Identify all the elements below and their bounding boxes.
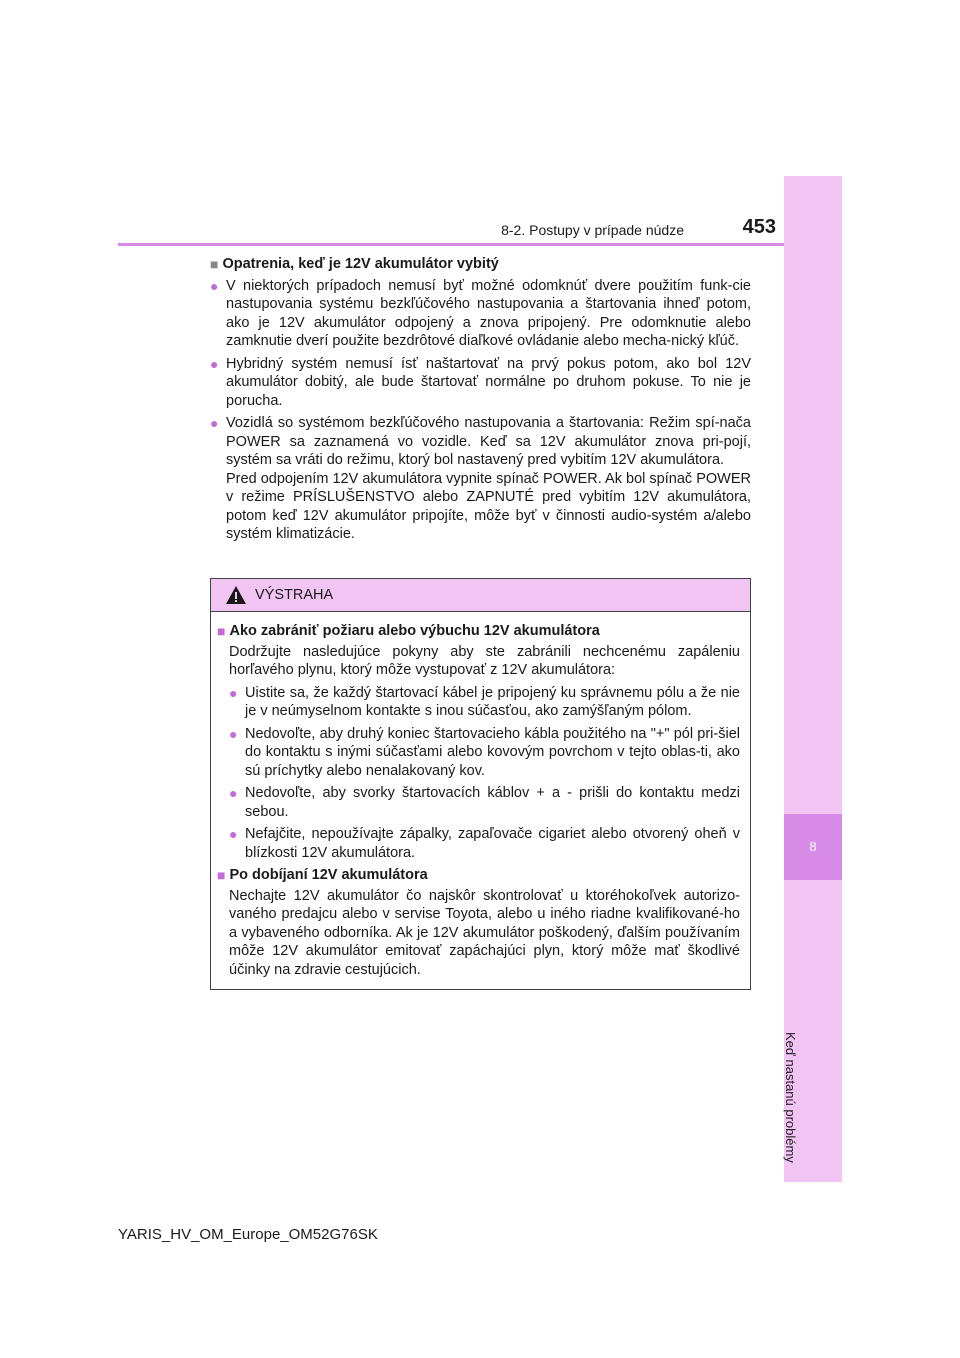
bullet-dot-icon: ●	[229, 785, 238, 801]
square-icon: ■	[217, 867, 226, 883]
bullet-dot-icon: ●	[229, 826, 238, 842]
warning-section-heading	[217, 622, 740, 641]
list-item	[210, 277, 751, 351]
list-item	[217, 725, 740, 781]
list-item-text: Nedovoľte, aby druhý koniec štartovacieho kábla použitého na "+" pól pri-šiel do kontaktu s inými súčasťami alebo kovovým povrchom v tejto oblas-ti, ako sú príchytky alebo nenalakovaný kov.	[245, 725, 740, 779]
list-item-extra: Pred odpojením 12V akumulátora vypnite spínač POWER. Ak bol spínač POWER v režime PRÍSLUŠENSTVO alebo ZAPNUTÉ pred vybitím 12V akumulátora, potom keď 12V akumulátor pripojíte, môže byť v činnosti audio-systém a/alebo systém klimatizácie.	[226, 470, 751, 542]
warning-box	[210, 578, 751, 990]
main-heading	[210, 255, 751, 274]
list-item-text: V niektorých prípadoch nemusí byť možné odomknúť dvere použitím funk-cie nastupovania systému bezkľúčového nastupovania a štartovania ihneď potom, ako je 12V akumulátor odpojený a znova pripojený. Pre odomknutie alebo zamknutie dverí použite bezdrôtové diaľkové ovládanie alebo mecha-nický kľúč.	[226, 277, 751, 349]
section-title: 8-2. Postupy v prípade núdze	[501, 222, 684, 238]
list-item	[210, 355, 751, 411]
chapter-label: Keď nastanú problémy	[783, 1032, 798, 1163]
bullet-dot-icon: ●	[210, 415, 219, 431]
list-item	[217, 684, 740, 721]
warning-section-heading-text: Po dobíjaní 12V akumulátora	[229, 867, 428, 883]
document-code: YARIS_HV_OM_Europe_OM52G76SK	[118, 1226, 378, 1243]
warning-header	[211, 579, 750, 612]
warning-section-heading	[217, 866, 740, 885]
warning-intro: Dodržujte nasledujúce pokyny aby ste zabránili nechcenému zapáleniu horľavého plynu, ktorý môže vystupovať z 12V akumulátora:	[229, 643, 740, 678]
bullet-dot-icon: ●	[229, 684, 238, 701]
list-item-text: Vozidlá so systémom bezkľúčového nastupovania a štartovania: Režim spí-nača POWER sa zaznamená vo vozidle. Keď sa 12V akumulátor znova pri-pojí, systém sa vráti do režimu, ktorý bol nastavený pred vybitím 12V akumulátora.	[226, 415, 751, 468]
warning-triangle-icon	[225, 585, 247, 605]
list-item	[217, 784, 740, 821]
list-item-text: Hybridný systém nemusí ísť naštartovať na prvý pokus potom, ako bol 12V akumulátor dobitý, ale bude štartovať normálne po druhom pokuse. To nie je porucha.	[226, 355, 751, 409]
page-number: 453	[742, 216, 776, 238]
square-icon: ■	[210, 256, 219, 272]
warning-title: VÝSTRAHA	[255, 587, 334, 603]
square-icon: ■	[217, 623, 226, 639]
main-content	[210, 255, 751, 548]
list-item-text: Uistite sa, že každý štartovací kábel je pripojený ku správnemu pólu a že nie je v neúmyselnom kontakte s inou súčasťou, ako zamýšľaným pólom.	[245, 684, 740, 719]
chapter-number: 8	[784, 814, 842, 880]
bullet-dot-icon: ●	[210, 277, 219, 294]
list-item	[217, 825, 740, 862]
bullet-dot-icon: ●	[210, 355, 219, 372]
main-heading-text: Opatrenia, keď je 12V akumulátor vybitý	[222, 256, 499, 272]
list-item-text: Nefajčite, nepoužívajte zápalky, zapaľovače cigariet alebo otvorený oheň v blízkosti 12V akumulátora.	[245, 826, 740, 861]
list-item-text: Nedovoľte, aby svorky štartovacích káblov + a - prišli do kontaktu medzi sebou.	[245, 785, 740, 820]
warning-text: Nechajte 12V akumulátor čo najskôr skontrolovať u ktoréhokoľvek autorizo-vaného predajcu alebo v servise Toyota, alebo u iného riadne kvalifikované-ho a vybaveného odborníka. Ak je 12V akumulátor poškodený, ďalším používaním môže 12V akumulátor emitovať zapáchajúci plyn, ktorý môže mať škodlivé účinky na zdravie cestujúcich.	[229, 887, 740, 978]
bullet-dot-icon: ●	[229, 725, 238, 742]
header-divider	[118, 243, 784, 246]
warning-section-heading-text: Ako zabrániť požiaru alebo výbuchu 12V akumulátora	[229, 623, 600, 639]
list-item	[210, 414, 751, 544]
